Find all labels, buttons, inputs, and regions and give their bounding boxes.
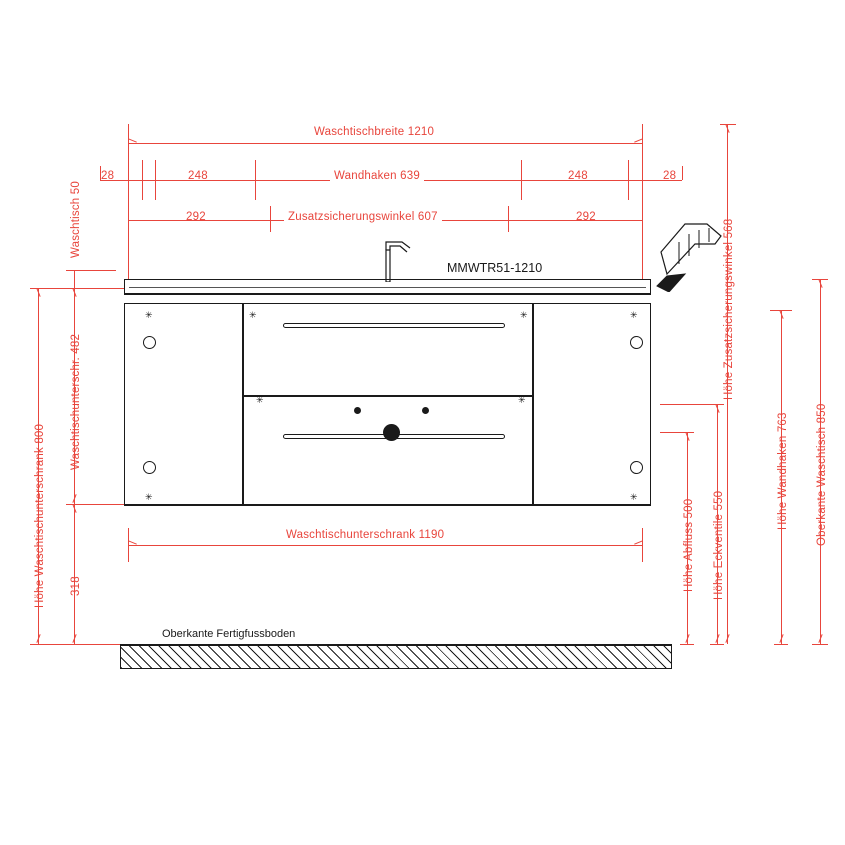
upper-drawer [243, 303, 533, 396]
lower-drawer [243, 396, 533, 505]
dim-line-waschtisch50 [74, 270, 75, 288]
ext-tick-248-left-start [142, 160, 143, 200]
right-door-fixing-star-top: ✳ [630, 310, 638, 320]
ext-tick-292-left [128, 206, 129, 232]
label-waschtischbreite: Waschtischbreite 1210 [310, 126, 438, 138]
ext-line-breite-left [128, 124, 129, 280]
label-hoehe-abfluss-500: Höhe Abfluss 500 [683, 498, 695, 592]
dim-tick-waschtisch50-top [66, 270, 116, 271]
label-seg-248-left: 248 [188, 170, 208, 182]
label-hoehe-zusatzsicherungswinkel-568: Höhe Zusatzsicherungswinkel 568 [723, 218, 735, 400]
label-hoehe-wandhaken-763: Höhe Wandhaken 763 [777, 412, 789, 530]
upper-drawer-star-right: ✳ [520, 310, 528, 320]
label-seg-292-left: 292 [186, 211, 206, 223]
model-label: MMWTR51-1210 [447, 261, 543, 275]
dim-tick-eckventile-bot [710, 644, 724, 645]
lower-drawer-star-left: ✳ [256, 395, 264, 405]
dim-tick-oberkante-top [812, 279, 828, 280]
floor-hatch [120, 645, 672, 669]
dim-tick-wandhaken-bot [774, 644, 788, 645]
lower-drawer-star-right: ✳ [518, 395, 526, 405]
label-seg-28-left: 28 [101, 170, 115, 182]
dim-tick-abfluss-top [660, 432, 694, 433]
left-door-fixing-star-bottom: ✳ [145, 492, 153, 502]
ext-tick-248-left-inner [155, 160, 156, 200]
dim-tick-800-top [30, 288, 126, 289]
ext-tick-248-right-inner [628, 160, 629, 200]
dim-line-unterschrank1190 [128, 545, 642, 546]
dim-line-318 [74, 504, 75, 644]
label-zusatzsicherungswinkel: Zusatzsicherungswinkel 607 [284, 211, 442, 223]
dim-tick-unterschr482-bot [66, 504, 126, 505]
arrow-1190-left [128, 540, 137, 544]
ext-tick-zsw-left [270, 206, 271, 232]
right-door-hinge-bottom [630, 461, 643, 474]
countertop-underline [124, 294, 651, 295]
dim-tick-zsw-top [720, 124, 736, 125]
label-wandhaken: Wandhaken 639 [330, 170, 424, 182]
label-waschtisch-50: Waschtisch 50 [70, 181, 82, 258]
dim-tick-wandhaken-top [770, 310, 792, 311]
ext-tick-wandhaken-right [521, 160, 522, 200]
label-waschtischunterschrank-1190: Waschtischunterschrank 1190 [282, 529, 448, 541]
ext-tick-28-right [682, 166, 683, 180]
label-hoehe-eckventile-550: Höhe Eckventile 550 [713, 490, 725, 600]
ext-tick-292-right [642, 206, 643, 232]
right-door-fixing-star-bottom: ✳ [630, 492, 638, 502]
countertop-inner-line [129, 287, 646, 288]
ext-line-breite-right [642, 124, 643, 280]
right-door-hinge-top [630, 336, 643, 349]
eckventil-right-dot [422, 407, 429, 414]
right-door [533, 303, 651, 505]
label-waschtischunterschr-482: Waschtischunterschr. 482 [70, 333, 82, 470]
abfluss-dot [383, 424, 400, 441]
dim-tick-abfluss-bot [680, 644, 694, 645]
dim-tick-oberkante-bot [812, 644, 828, 645]
ext-tick-wandhaken-left [255, 160, 256, 200]
dim-tick-800-bot [30, 644, 126, 645]
label-seg-248-right: 248 [568, 170, 588, 182]
left-door-hinge-bottom [143, 461, 156, 474]
upper-drawer-star-left: ✳ [249, 310, 257, 320]
faucet-icon [380, 238, 424, 282]
ext-tick-1190-right [642, 528, 643, 562]
eckventil-left-dot [354, 407, 361, 414]
cabinet-bottom-edge [124, 505, 651, 506]
label-seg-292-right: 292 [576, 211, 596, 223]
arrow-breite-left [128, 138, 137, 142]
label-seg-28-right: 28 [663, 170, 677, 182]
left-door-hinge-top [143, 336, 156, 349]
dim-line-waschtischbreite [128, 143, 642, 144]
wandhaken-bracket-icon [655, 222, 727, 292]
ext-tick-zsw-right [508, 206, 509, 232]
label-oberkante-waschtisch-850: Oberkante Waschtisch 850 [816, 403, 828, 546]
ext-tick-1190-left [128, 528, 129, 562]
left-door [124, 303, 243, 505]
upper-drawer-handle [283, 323, 505, 328]
label-hoehe-waschtischunterschrank-800: Höhe Waschtischunterschrank 800 [34, 423, 46, 608]
floor-label: Oberkante Fertigfussboden [162, 628, 296, 640]
label-318: 318 [70, 576, 82, 596]
left-door-fixing-star-top: ✳ [145, 310, 153, 320]
